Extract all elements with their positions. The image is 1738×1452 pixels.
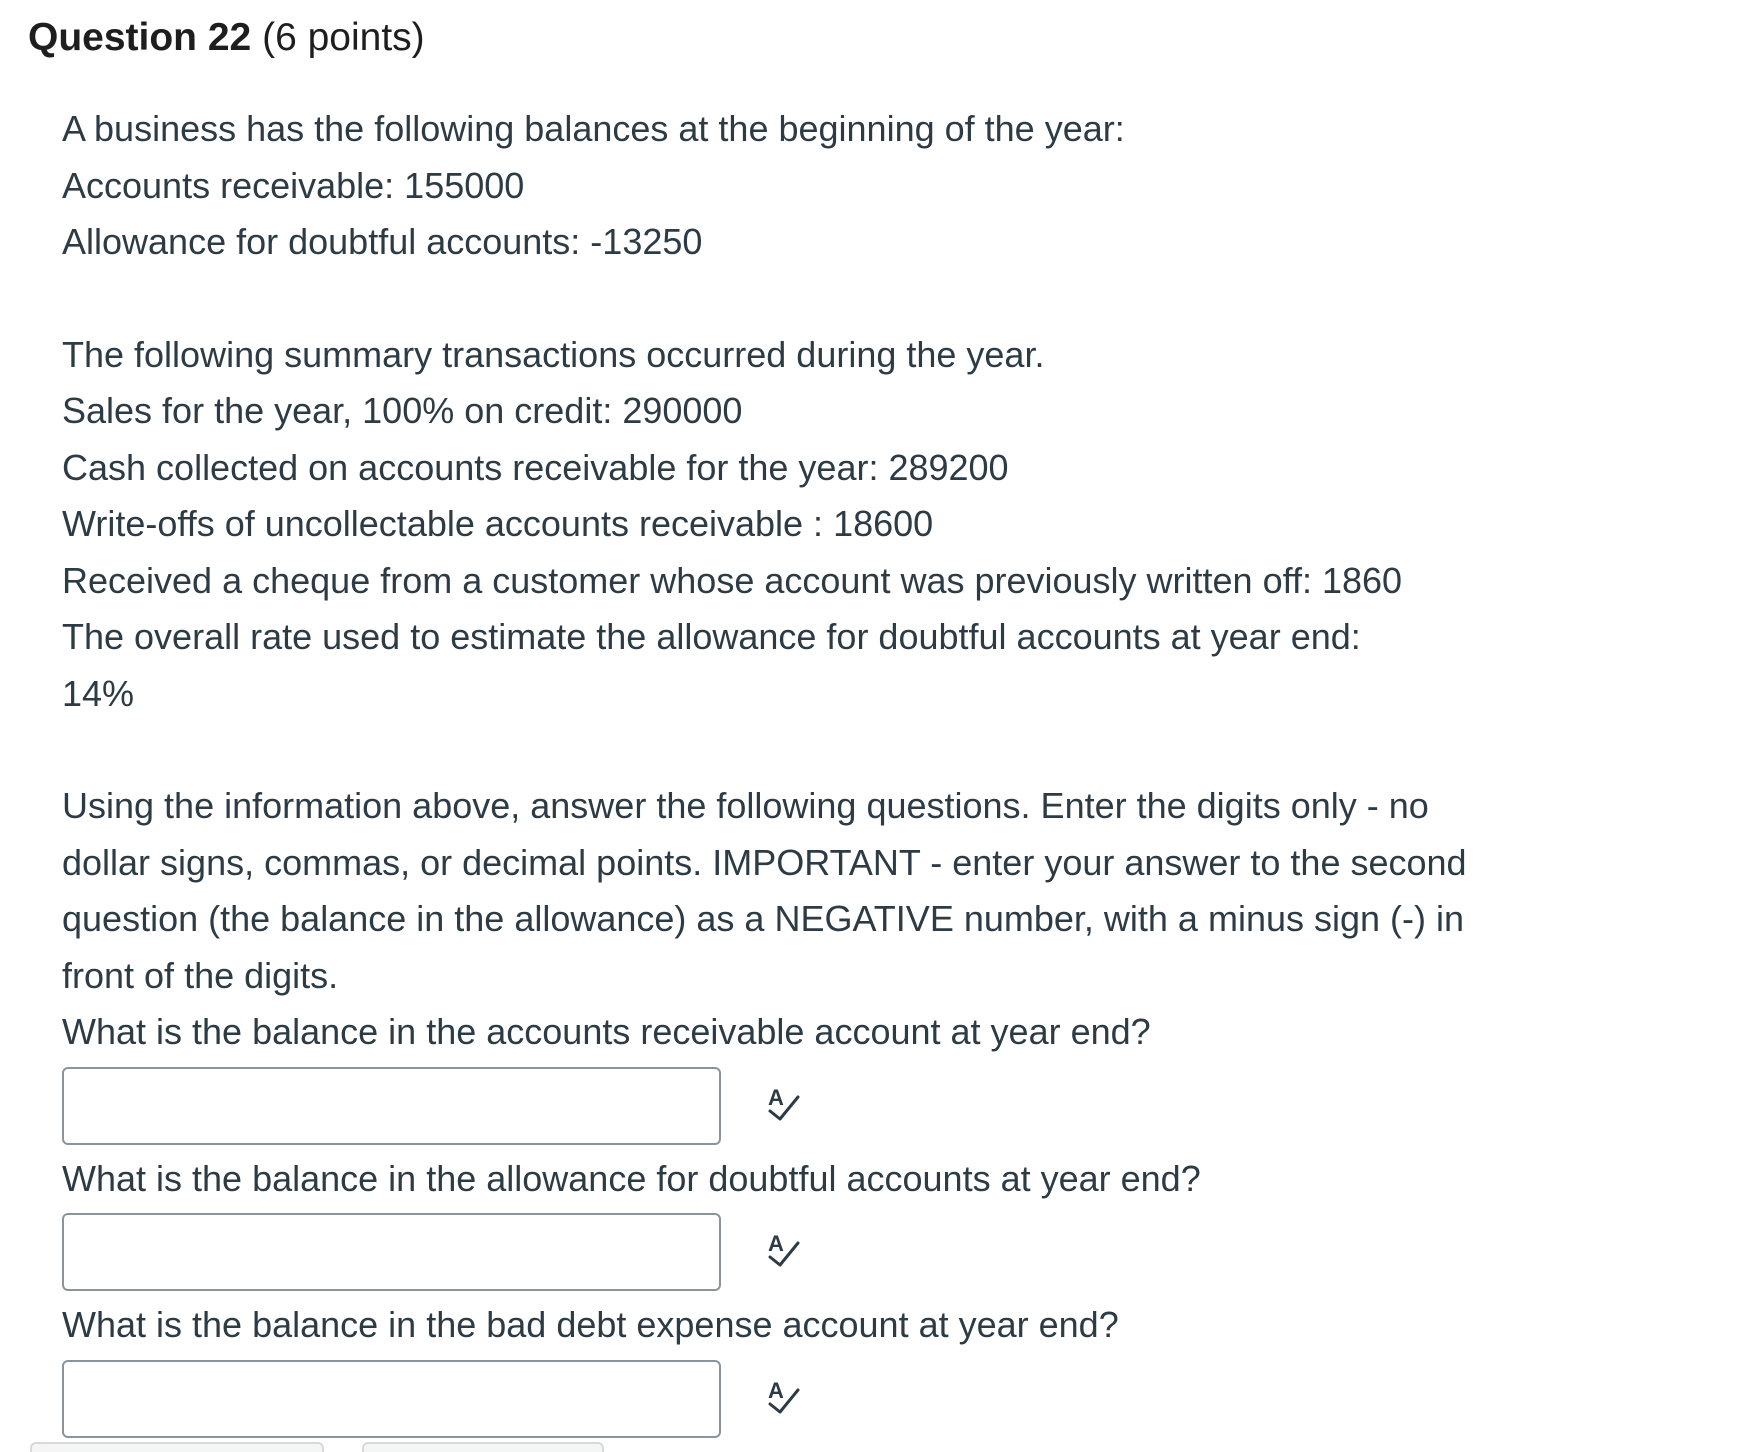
intro-section [62, 101, 1522, 271]
answer-input-ar[interactable] [62, 1067, 721, 1145]
question-prompt-bad-debt: What is the balance in the bad debt expense account at year end? [62, 1304, 1119, 1345]
svg-text:A: A [768, 1231, 784, 1256]
svg-text:A: A [768, 1377, 784, 1403]
previous-button[interactable] [30, 1442, 324, 1452]
instructions-section [62, 778, 1522, 1004]
answer-group-2 [62, 1151, 1522, 1294]
answer-group-3 [62, 1297, 1522, 1440]
rate-line: The overall rate used to estimate the allowance for doubtful accounts at year end: [62, 616, 1361, 657]
question-header [28, 14, 425, 62]
intro-heading: A business has the following balances at the beginning of the year: [62, 108, 1125, 149]
intro-line: Accounts receivable: 155000 [62, 164, 525, 206]
question-title: Question 22 [28, 16, 252, 59]
spell-check-icon[interactable] [762, 1083, 806, 1127]
answer-row [62, 1063, 1522, 1147]
transactions-heading: The following summary transactions occurred during the year. [62, 333, 1045, 375]
answer-input-bad-debt[interactable] [62, 1360, 721, 1438]
answer-input-allowance[interactable] [62, 1213, 721, 1291]
question-body [62, 101, 1522, 1444]
answer-group-1 [62, 1004, 1522, 1147]
rate-value: 14% [62, 672, 135, 714]
question-prompt-allowance: What is the balance in the allowance for doubtful accounts at year end? [62, 1157, 1201, 1199]
instructions-text: Using the information above, answer the following questions. Enter the digits only - no dollar signs, commas, or decimal points. IMPORTANT - enter your answer to the second question (the balance in the allowance) as a NEGATIVE number, with a minus sign (-) in front of the digits. [62, 785, 1467, 996]
transaction-line: Received a cheque from a customer whose account was previously written off: 1860 [62, 559, 1403, 601]
bottom-button-bar [30, 1442, 630, 1450]
transaction-line: Cash collected on accounts receivable for the year: 289200 [62, 446, 1009, 488]
transaction-line: Sales for the year, 100% on credit: 290000 [62, 390, 743, 431]
transactions-section [62, 327, 1522, 723]
answer-row [62, 1356, 1522, 1440]
question-points: (6 points) [262, 16, 425, 59]
svg-text:A: A [768, 1084, 784, 1110]
intro-line: Allowance for doubtful accounts: -13250 [62, 221, 703, 262]
spell-check-icon[interactable] [762, 1376, 806, 1420]
answer-row [62, 1209, 1522, 1293]
question-prompt-ar: What is the balance in the accounts receivable account at year end? [62, 1011, 1151, 1052]
next-button[interactable] [362, 1442, 604, 1452]
spell-check-icon[interactable] [762, 1229, 806, 1273]
transaction-line: Write-offs of uncollectable accounts receivable : 18600 [62, 503, 934, 544]
